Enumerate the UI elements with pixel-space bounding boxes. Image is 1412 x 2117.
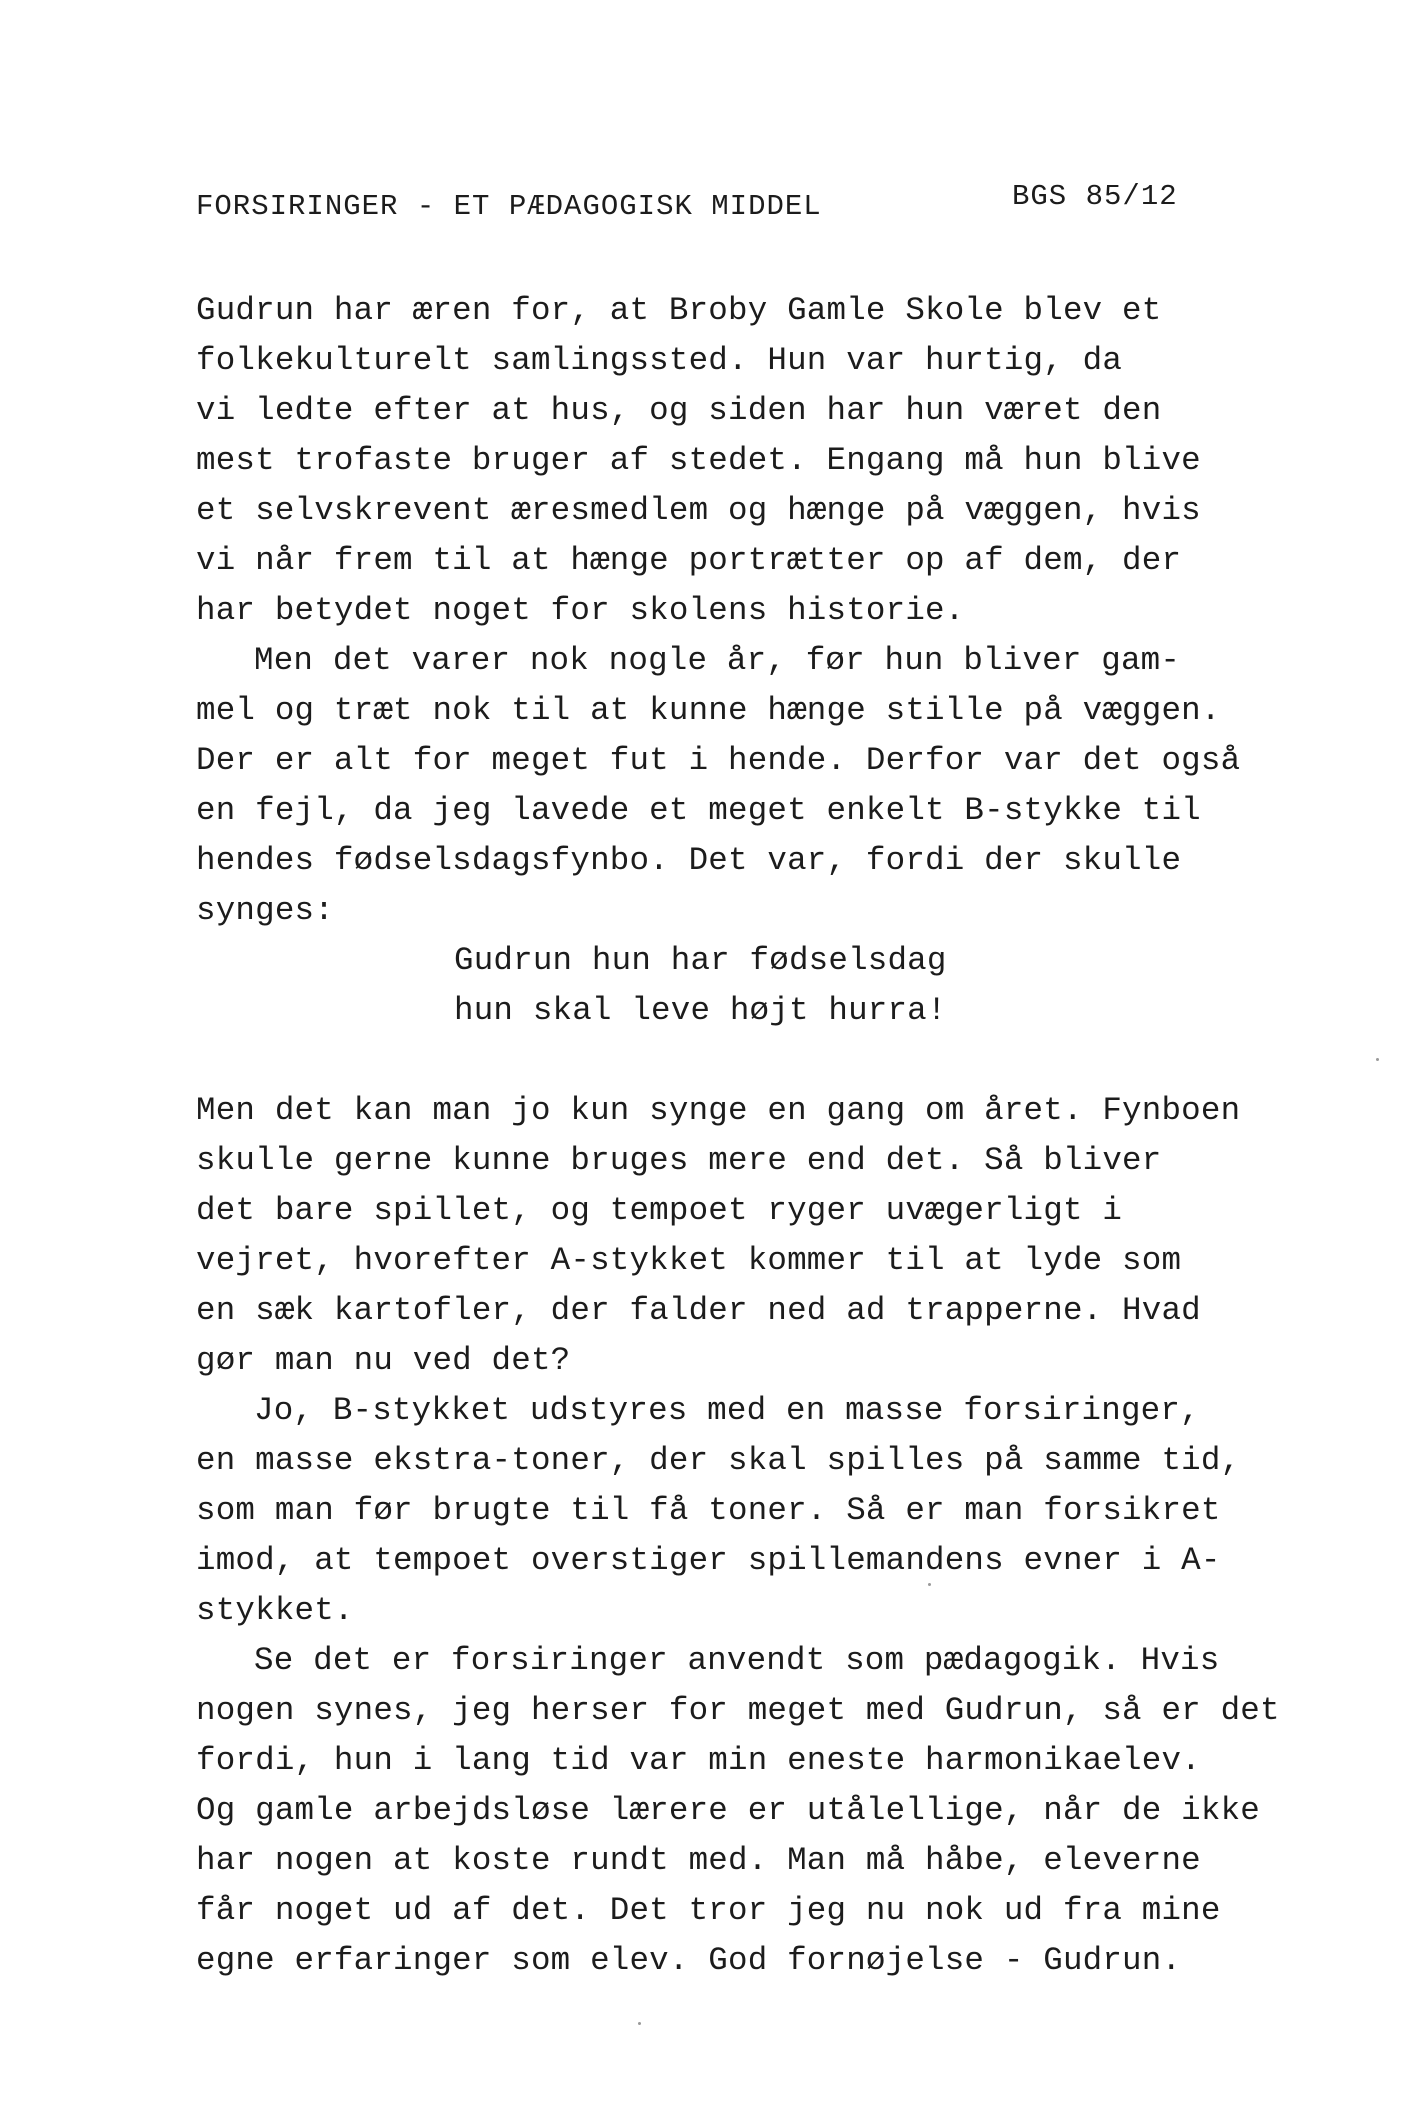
text-line: imod, at tempoet overstiger spillemandens evner i A-	[196, 1542, 1221, 1579]
verse-line: hun skal leve højt hurra!	[454, 992, 947, 1029]
text-line: som man før brugte til få toner. Så er man forsikret	[196, 1492, 1221, 1529]
text-line: mel og træt nok til at kunne hænge stille på væggen.	[196, 692, 1221, 729]
text-line: Se det er forsiringer anvendt som pædagogik. Hvis	[254, 1642, 1220, 1679]
text-line: får noget ud af det. Det tror jeg nu nok ud fra mine	[196, 1892, 1221, 1929]
text-line: har betydet noget for skolens historie.	[196, 592, 965, 629]
paragraph	[196, 1386, 1346, 1636]
text-line: Jo, B-stykket udstyres med en masse forsiringer,	[254, 1392, 1200, 1429]
text-line: en fejl, da jeg lavede et meget enkelt B-stykke til	[196, 792, 1201, 829]
text-line: har nogen at koste rundt med. Man må håbe, eleverne	[196, 1842, 1201, 1879]
text-line: et selvskrevent æresmedlem og hænge på væggen, hvis	[196, 492, 1201, 529]
verse-line: Gudrun hun har fødselsdag	[454, 942, 947, 979]
text-line: gør man nu ved det?	[196, 1342, 571, 1379]
text-line: nogen synes, jeg herser for meget med Gudrun, så er det	[196, 1692, 1280, 1729]
text-line: stykket.	[196, 1592, 354, 1629]
text-line: det bare spillet, og tempoet ryger uvægerligt i	[196, 1192, 1123, 1229]
text-line: Der er alt for meget fut i hende. Derfor var det også	[196, 742, 1241, 779]
text-line: Men det kan man jo kun synge en gang om året. Fynboen	[196, 1092, 1241, 1129]
blank-line	[196, 1036, 1346, 1086]
paragraph	[196, 1636, 1346, 1986]
text-line: Gudrun har æren for, at Broby Gamle Skole blev et	[196, 292, 1162, 329]
text-line: vi når frem til at hænge portrætter op af dem, der	[196, 542, 1182, 579]
scan-speck	[638, 2022, 641, 2025]
text-line: hendes fødselsdagsfynbo. Det var, fordi der skulle	[196, 842, 1182, 879]
paragraph	[196, 636, 1346, 936]
text-line: mest trofaste bruger af stedet. Engang må hun blive	[196, 442, 1201, 479]
text-line: folkekulturelt samlingssted. Hun var hurtig, da	[196, 342, 1123, 379]
text-line: en masse ekstra-toner, der skal spilles på samme tid,	[196, 1442, 1241, 1479]
header-reference: BGS 85/12	[1012, 180, 1178, 213]
body-text	[196, 286, 1346, 1986]
paragraph	[196, 286, 1346, 636]
text-line: Og gamle arbejdsløse lærere er utålellige, når de ikke	[196, 1792, 1260, 1829]
text-line: vejret, hvorefter A-stykket kommer til at lyde som	[196, 1242, 1182, 1279]
text-line: synges:	[196, 892, 334, 929]
text-line: vi ledte efter at hus, og siden har hun været den	[196, 392, 1162, 429]
text-line: skulle gerne kunne bruges mere end det. Så bliver	[196, 1142, 1162, 1179]
verse	[196, 936, 1346, 1036]
text-line: Men det varer nok nogle år, før hun bliver gam-	[254, 642, 1181, 679]
paragraph	[196, 1086, 1346, 1386]
text-line: fordi, hun i lang tid var min eneste harmonikaelev.	[196, 1742, 1201, 1779]
scan-speck	[928, 1583, 931, 1586]
text-line: en sæk kartofler, der falder ned ad trapperne. Hvad	[196, 1292, 1201, 1329]
header-title: FORSIRINGER - ET PÆDAGOGISK MIDDEL	[196, 190, 822, 223]
scan-speck	[1376, 1058, 1379, 1061]
text-line: egne erfaringer som elev. God fornøjelse - Gudrun.	[196, 1942, 1182, 1979]
